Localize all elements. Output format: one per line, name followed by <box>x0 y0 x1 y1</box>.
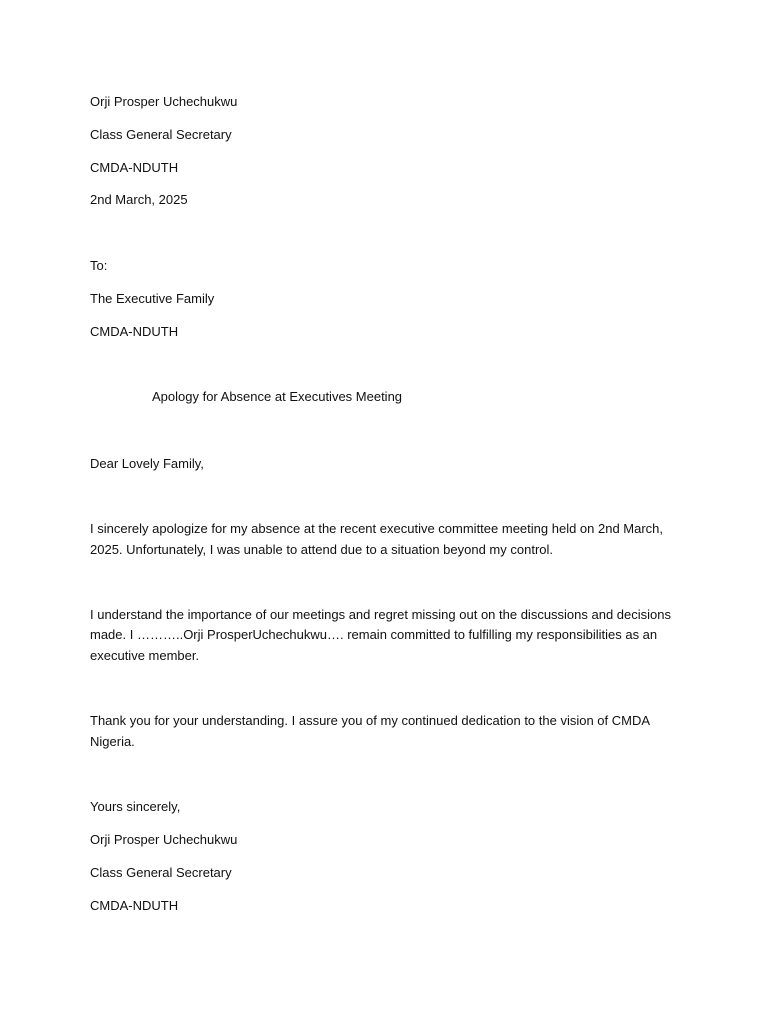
sender-title: Class General Secretary <box>90 127 232 142</box>
letter-date: 2nd March, 2025 <box>90 192 188 207</box>
signatory-org: CMDA-NDUTH <box>90 898 179 913</box>
signatory-title: Class General Secretary <box>90 865 232 880</box>
paragraph-line: Thank you for your understanding. I assure you of my continued dedication to the vision of CMDA <box>90 713 651 728</box>
recipient-name: The Executive Family <box>90 291 215 306</box>
paragraph-line: I understand the importance of our meetings and regret missing out on the discussions and decisions <box>90 607 672 622</box>
letter-subject: Apology for Absence at Executives Meeting <box>152 389 403 404</box>
recipient-org: CMDA-NDUTH <box>90 324 179 339</box>
paragraph-line: executive member. <box>90 648 200 663</box>
sender-org: CMDA-NDUTH <box>90 160 179 175</box>
signatory-name: Orji Prosper Uchechukwu <box>90 832 238 847</box>
sender-name: Orji Prosper Uchechukwu <box>90 94 238 109</box>
paragraph-line: Nigeria. <box>90 734 135 749</box>
paragraph-line: I sincerely apologize for my absence at the recent executive committee meeting held on 2nd March, <box>90 521 664 536</box>
valediction: Yours sincerely, <box>90 799 181 814</box>
salutation: Dear Lovely Family, <box>90 456 204 471</box>
to-label: To: <box>90 258 108 273</box>
paragraph-line: 2025. Unfortunately, I was unable to attend due to a situation beyond my control. <box>90 542 553 557</box>
paragraph-line: made. I ………..Orji ProsperUchechukwu…. remain committed to fulfilling my responsibilities as an <box>90 627 658 642</box>
